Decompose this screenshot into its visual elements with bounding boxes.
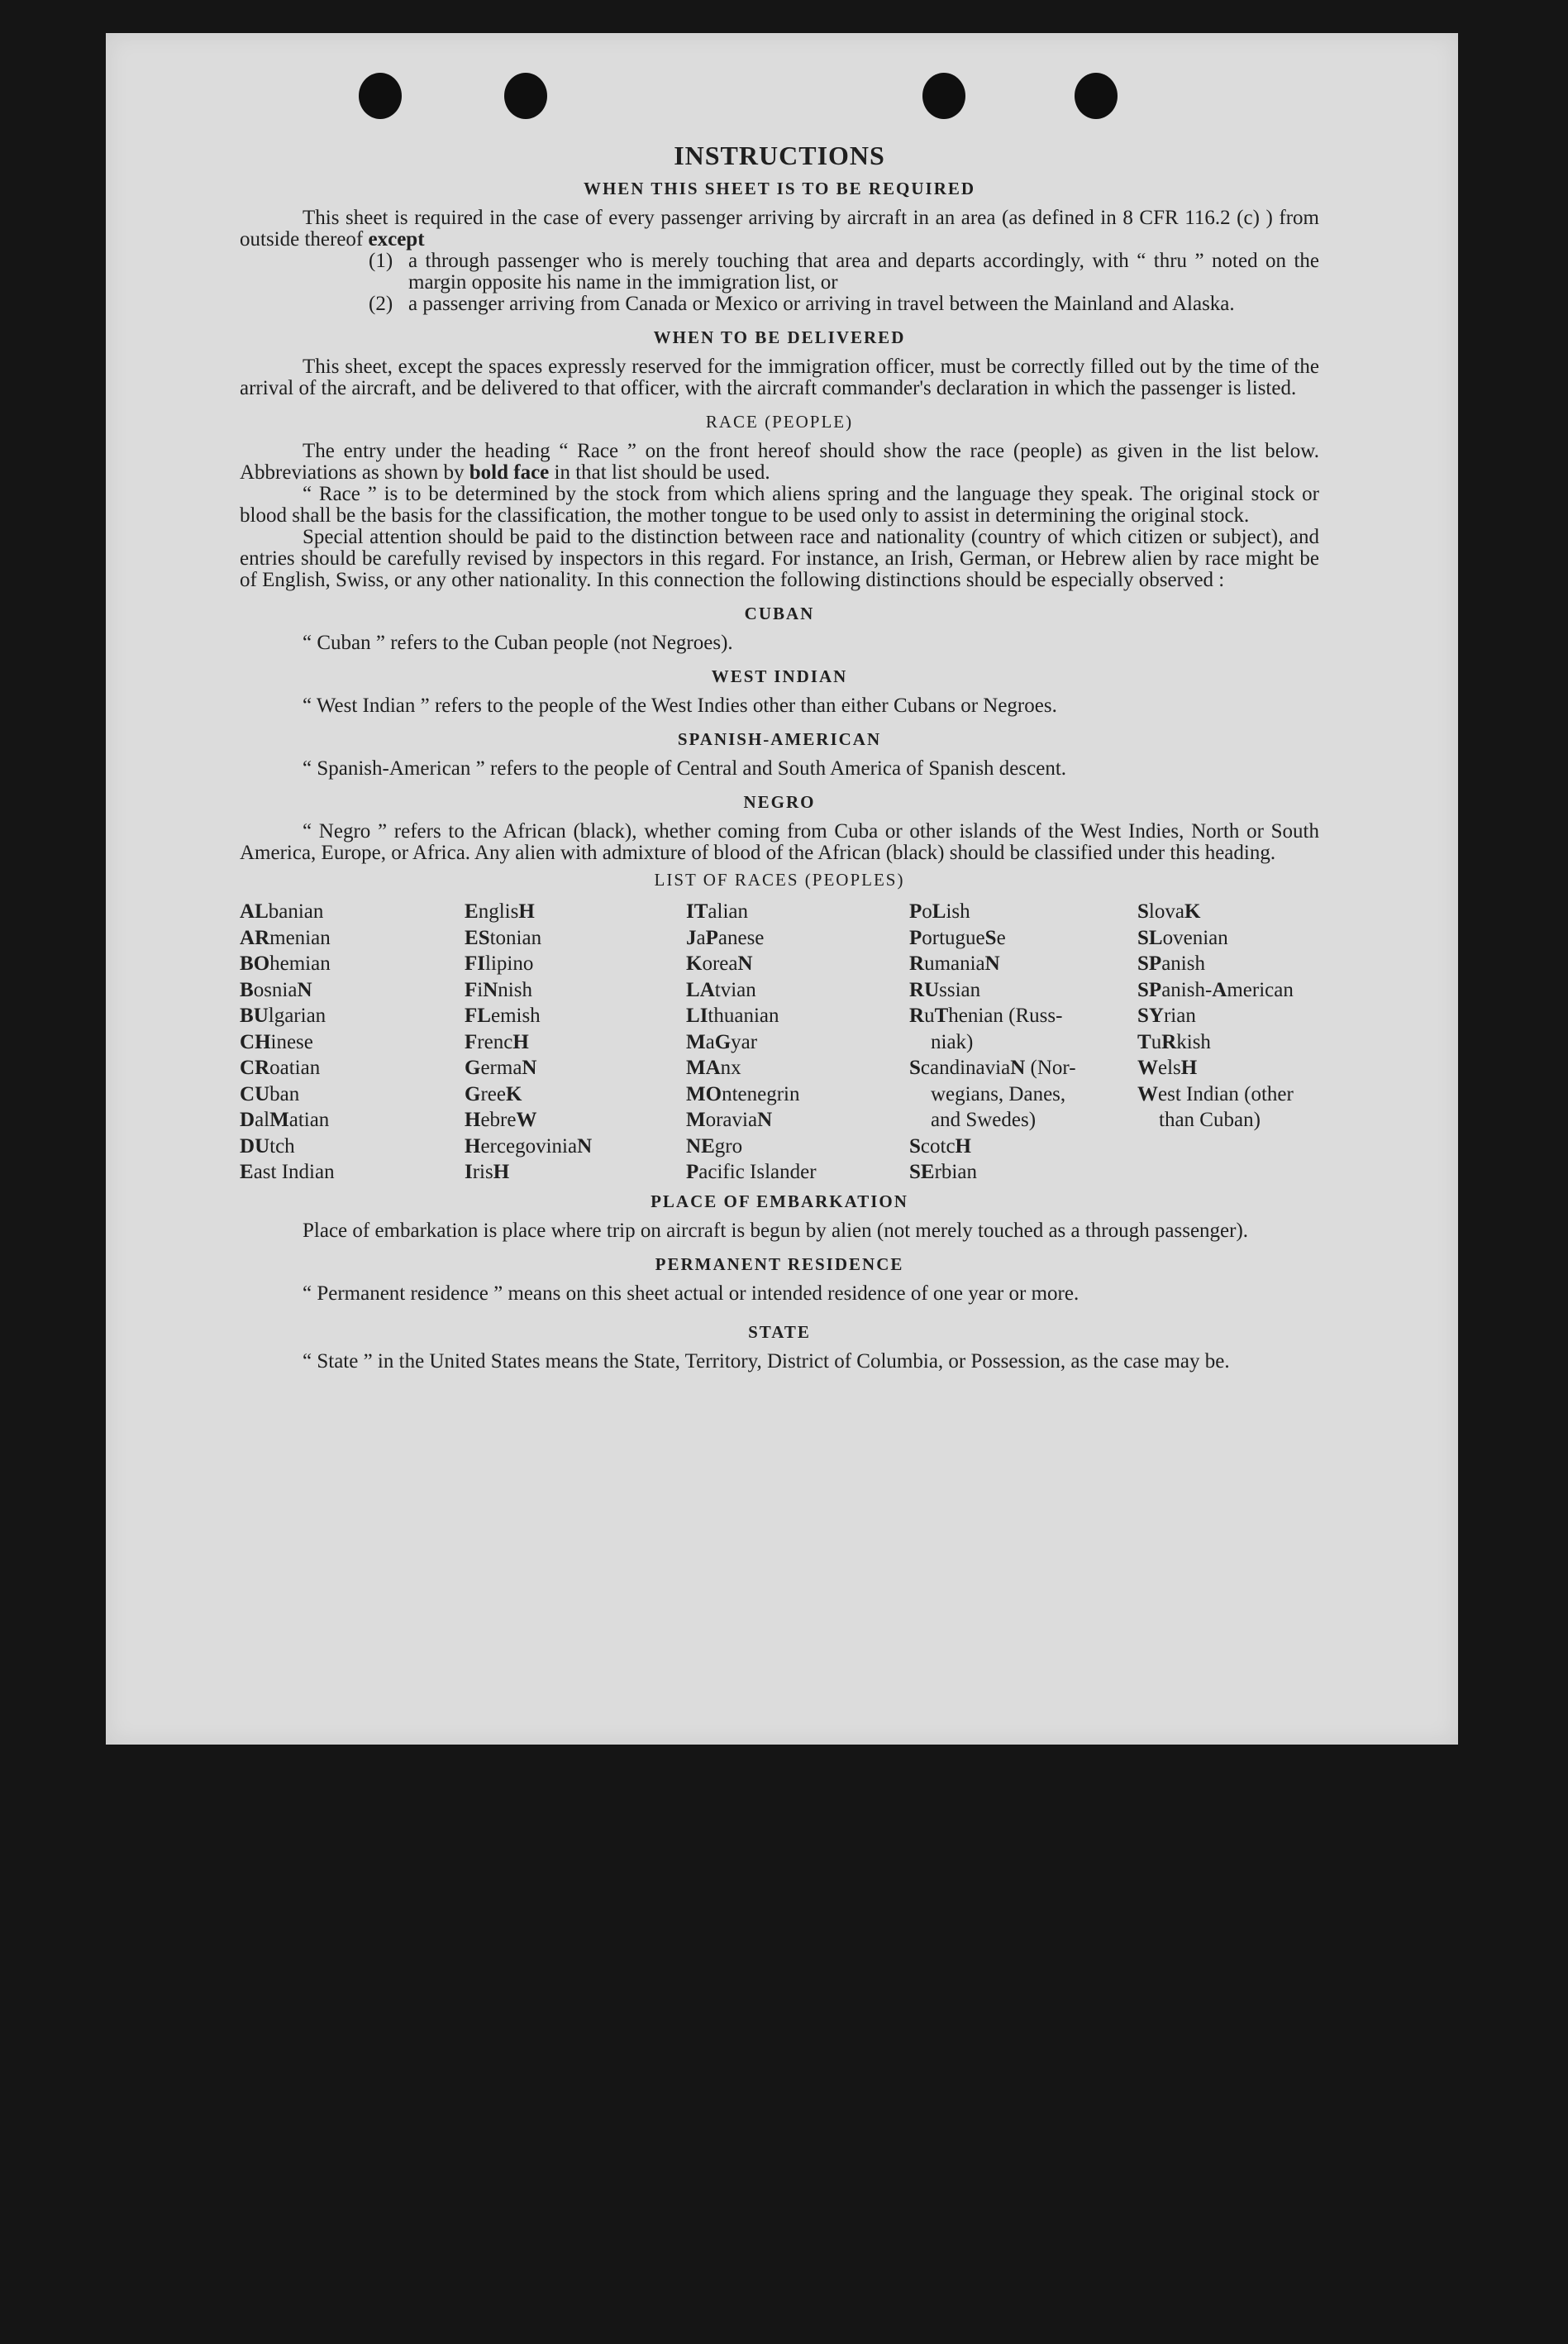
race-paragraph-2: “ Race ” is to be determined by the stock from which aliens spring and the language they speak. The original stock or blood shall be the basis for the classification, the mother tongue to be used only to assist in determining the original stock. — [240, 483, 1319, 527]
residence-text: “ Permanent residence ” means on this sheet actual or intended residence of one year or more. — [303, 1282, 1079, 1305]
race-entry: RuThenian (Russ- — [909, 1005, 1063, 1027]
race-entry: GermaN — [465, 1057, 537, 1079]
race-entry: than Cuban) — [1159, 1109, 1261, 1131]
punch-hole — [922, 73, 965, 119]
required-intro-bold: except — [368, 228, 425, 251]
race-entry: BOhemian — [240, 952, 331, 975]
race-entry: ScotcH — [909, 1134, 971, 1158]
race-entry: SPanish-American — [1137, 978, 1294, 1001]
race-entry: PoLish — [909, 900, 970, 923]
west-indian-text: “ West Indian ” refers to the people of the West Indies other than either Cubans or Negroes. — [303, 695, 1057, 717]
race-entry: LAtvian — [686, 978, 756, 1001]
punch-hole — [1075, 73, 1118, 119]
race-entry: wegians, Danes, — [931, 1082, 1066, 1105]
section-heading-state: STATE — [748, 1321, 811, 1342]
race-entry: EStonian — [465, 926, 542, 949]
punch-hole — [504, 73, 547, 119]
section-heading-delivered: WHEN TO BE DELIVERED — [653, 327, 906, 347]
section-heading-embarkation: PLACE OF EMBARKATION — [651, 1191, 908, 1211]
race-entry: MoraviaN — [686, 1109, 773, 1131]
race-entry: West Indian (other — [1137, 1082, 1294, 1105]
section-heading-negro: NEGRO — [743, 792, 816, 812]
spanish-american-text: “ Spanish-American ” refers to the people of Central and South America of Spanish descent. — [303, 757, 1067, 780]
race-entry: DalMatian — [240, 1109, 330, 1131]
race-entry: SLovenian — [1137, 926, 1228, 949]
race-entry: HercegoviniaN — [465, 1134, 593, 1158]
required-intro-text: This sheet is required in the case of every passenger arriving by aircraft in an area (as defined in 8 CFR 116.2 (c) ) from outside thereof — [240, 207, 1319, 251]
required-item — [369, 294, 1319, 315]
race-paragraph-1 — [240, 441, 1319, 484]
races-column — [1137, 899, 1319, 1186]
race-entry: FLemish — [465, 1005, 541, 1027]
race-entry: Pacific Islander — [686, 1161, 817, 1183]
section-heading-west-indian: WEST INDIAN — [711, 666, 848, 686]
race-entry: TuRkish — [1137, 1030, 1211, 1053]
race-entry: HebreW — [465, 1109, 537, 1131]
section-heading-residence: PERMANENT RESIDENCE — [655, 1253, 904, 1274]
race-entry: and Swedes) — [931, 1109, 1037, 1131]
race-entry: GreeK — [465, 1082, 522, 1105]
section-heading-list-of-races: LIST OF RACES (PEOPLES) — [654, 870, 905, 890]
punch-hole — [359, 73, 402, 119]
state-text: “ State ” in the United States means the State, Territory, District of Columbia, or Possession, as the case may be. — [303, 1349, 1230, 1373]
races-column — [686, 899, 909, 1186]
cuban-text: “ Cuban ” refers to the Cuban people (not Negroes). — [303, 632, 733, 654]
race-entry: FIlipino — [465, 952, 534, 975]
races-column — [240, 899, 465, 1186]
race-entry: FrencH — [465, 1030, 529, 1053]
item-text: a passenger arriving from Canada or Mexico or arriving in travel between the Mainland and Alaska. — [408, 293, 1235, 315]
document-page — [106, 33, 1458, 1745]
race-entry: BosniaN — [240, 978, 312, 1001]
race-entry: RUssian — [909, 978, 981, 1001]
race-entry: IrisH — [465, 1161, 510, 1183]
race-entry: East Indian — [240, 1161, 335, 1183]
required-item — [369, 251, 1319, 294]
race-entry: SlovaK — [1137, 900, 1201, 923]
race-entry: SPanish — [1137, 952, 1205, 975]
race-p1-text-a: The entry under the heading “ Race ” on the front hereof should show the race (people) as given in the list below. Abbreviations as shown by — [240, 440, 1319, 484]
races-list — [240, 899, 1319, 1186]
section-heading-required: WHEN THIS SHEET IS TO BE REQUIRED — [583, 179, 976, 198]
race-entry: PortugueSe — [909, 926, 1006, 949]
race-entry: BUlgarian — [240, 1005, 326, 1027]
race-entry: JaPanese — [686, 926, 765, 949]
race-entry: ARmenian — [240, 926, 331, 949]
race-entry: ITalian — [686, 900, 749, 923]
races-column — [909, 899, 1137, 1186]
delivered-text: This sheet, except the spaces expressly reserved for the immigration officer, must be correctly filled out by the time of the arrival of the aircraft, and be delivered to that officer, with the aircraft commander's declaration in which the passenger is listed. — [240, 356, 1319, 399]
race-entry: MaGyar — [686, 1030, 758, 1053]
race-entry: DUtch — [240, 1134, 295, 1158]
item-number: (2) — [369, 293, 393, 315]
race-entry: WelsH — [1137, 1057, 1198, 1079]
race-entry: niak) — [931, 1030, 974, 1053]
race-p1-bold: bold face — [469, 461, 550, 484]
race-paragraph-3: Special attention should be paid to the distinction between race and nationality (country of which citizen or subject), and entries should be carefully revised by inspectors in this regard. For instance, an Irish, German, or Hebrew alien by race might be of English, Swiss, or any other nationality. In this connection the following distinctions should be especially observed : — [240, 526, 1319, 591]
section-heading-spanish-american: SPANISH-AMERICAN — [677, 729, 882, 749]
section-heading-cuban: CUBAN — [744, 604, 815, 623]
race-entry: CRoatian — [240, 1057, 321, 1079]
race-entry: LIthuanian — [686, 1005, 779, 1027]
race-entry: ALbanian — [240, 900, 324, 923]
required-intro — [240, 208, 1319, 251]
races-column — [465, 899, 686, 1186]
embarkation-text: Place of embarkation is place where trip on aircraft is begun by alien (not merely touched as a through passenger). — [303, 1219, 1249, 1242]
race-entry: CHinese — [240, 1030, 313, 1053]
race-entry: SErbian — [909, 1161, 977, 1183]
negro-text: “ Negro ” refers to the African (black), whether coming from Cuba or other islands of the West Indies, North or South America, Europe, or Africa. Any alien with admixture of blood of the African (black) should be classified under this heading. — [240, 820, 1319, 864]
race-entry: EnglisH — [465, 900, 535, 923]
race-entry: CUban — [240, 1082, 300, 1105]
race-entry: KoreaN — [686, 952, 753, 975]
item-number: (1) — [369, 250, 393, 272]
instructions-content — [240, 141, 1319, 1373]
section-heading-race: RACE (PEOPLE) — [705, 412, 854, 432]
race-p1-text-b: in that list should be used. — [554, 461, 770, 484]
page-title: INSTRUCTIONS — [674, 141, 885, 170]
race-entry: RumaniaN — [909, 952, 1000, 975]
race-entry: NEgro — [686, 1134, 743, 1158]
race-entry: ScandinaviaN (Nor- — [909, 1057, 1076, 1079]
race-entry: FiNnish — [465, 978, 532, 1001]
race-entry: SYrian — [1137, 1005, 1196, 1027]
race-entry: MOntenegrin — [686, 1082, 800, 1105]
item-text: a through passenger who is merely touching that area and departs accordingly, with “ thru ” noted on the margin opposite his name in the immigration list, or — [408, 250, 1319, 294]
race-entry: MAnx — [686, 1057, 741, 1079]
